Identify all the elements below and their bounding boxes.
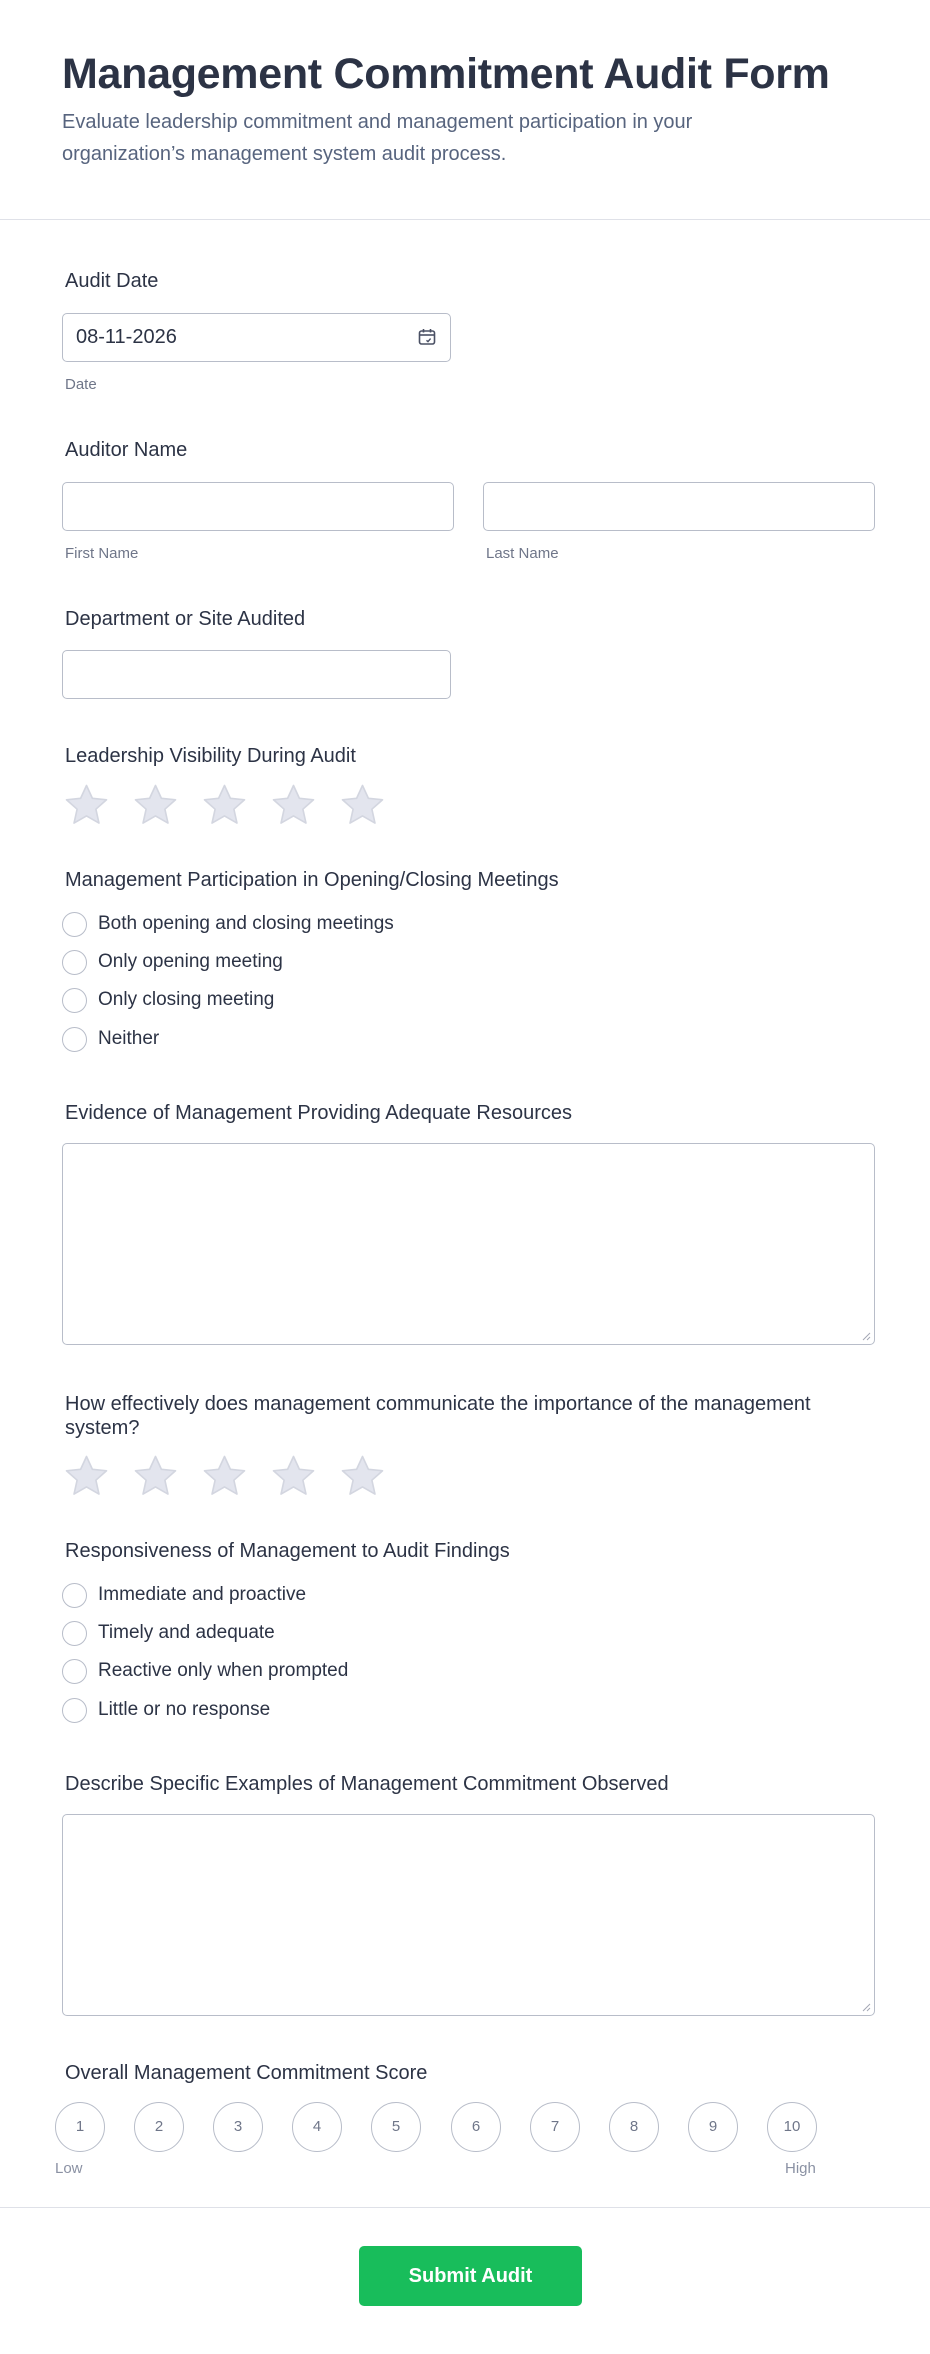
star-icon[interactable] [131,781,180,830]
radio-button[interactable] [62,1621,87,1646]
first-name-sublabel: First Name [65,545,139,562]
footer-divider [0,2207,930,2208]
star-icon[interactable] [200,781,249,830]
audit-date-input[interactable] [62,313,451,362]
score-option[interactable]: 3 [213,2102,263,2152]
page-subtitle: Evaluate leadership commitment and management participation in your organization’s management system audit process. [62,111,693,165]
resources-label: Evidence of Management Providing Adequate Resources [65,1102,572,1124]
calendar-icon[interactable] [418,328,436,346]
score-high-label: High [785,2160,816,2177]
auditor-name-label: Auditor Name [65,439,188,461]
radio-button[interactable] [62,1027,87,1052]
radio-label: Immediate and proactive [98,1584,307,1605]
star-icon[interactable] [200,1452,249,1501]
star-icon[interactable] [62,1452,111,1501]
score-option[interactable]: 5 [371,2102,421,2152]
radio-button[interactable] [62,950,87,975]
communication-label: How effectively does management communicate the importance of the management system? [65,1393,811,1439]
responsiveness-option[interactable] [62,1658,348,1684]
examples-label: Describe Specific Examples of Management Commitment Observed [65,1773,669,1795]
department-field[interactable] [62,650,451,699]
score-option[interactable]: 4 [292,2102,342,2152]
score-option[interactable]: 10 [767,2102,817,2152]
radio-button[interactable] [62,1659,87,1684]
radio-label: Little or no response [98,1699,271,1720]
score-option[interactable]: 2 [134,2102,184,2152]
star-icon[interactable] [338,781,387,830]
audit-date-value: 08-11-2026 [76,326,177,348]
last-name-field[interactable] [483,482,875,531]
star-icon[interactable] [269,781,318,830]
resize-handle-icon[interactable] [861,2002,871,2012]
first-name-field[interactable] [62,482,454,531]
audit-date-sublabel: Date [65,376,97,393]
radio-label: Only opening meeting [98,951,283,972]
participation-option[interactable] [62,911,394,937]
page-title: Management Commitment Audit Form [62,50,830,98]
star-icon[interactable] [338,1452,387,1501]
participation-option[interactable] [62,949,283,975]
participation-option[interactable] [62,987,274,1013]
radio-button[interactable] [62,1583,87,1608]
star-icon[interactable] [269,1452,318,1501]
responsiveness-option[interactable] [62,1697,270,1723]
leadership-visibility-label: Leadership Visibility During Audit [65,745,356,767]
responsiveness-option[interactable] [62,1620,275,1646]
star-icon[interactable] [131,1452,180,1501]
leadership-visibility-rating [62,781,387,830]
score-label: Overall Management Commitment Score [65,2062,428,2084]
score-low-label: Low [55,2160,83,2177]
score-option[interactable]: 6 [451,2102,501,2152]
score-option[interactable]: 9 [688,2102,738,2152]
radio-button[interactable] [62,912,87,937]
communication-rating [62,1452,387,1501]
department-label: Department or Site Audited [65,608,306,630]
responsiveness-option[interactable] [62,1582,306,1608]
score-option[interactable]: 8 [609,2102,659,2152]
responsiveness-label: Responsiveness of Management to Audit Findings [65,1540,510,1562]
submit-button[interactable]: Submit Audit [359,2246,582,2306]
radio-label: Timely and adequate [98,1622,275,1643]
score-option[interactable]: 1 [55,2102,105,2152]
resize-handle-icon[interactable] [861,1331,871,1341]
participation-option[interactable] [62,1026,159,1052]
radio-label: Neither [98,1028,160,1049]
form-header [0,0,930,220]
score-option[interactable]: 7 [530,2102,580,2152]
star-icon[interactable] [62,781,111,830]
last-name-sublabel: Last Name [486,545,559,562]
resources-textarea[interactable] [62,1143,875,1345]
audit-date-label: Audit Date [65,270,159,292]
radio-button[interactable] [62,988,87,1013]
radio-label: Reactive only when prompted [98,1660,349,1681]
examples-textarea[interactable] [62,1814,875,2016]
radio-label: Only closing meeting [98,989,275,1010]
radio-label: Both opening and closing meetings [98,913,394,934]
participation-label: Management Participation in Opening/Closing Meetings [65,869,559,891]
radio-button[interactable] [62,1698,87,1723]
